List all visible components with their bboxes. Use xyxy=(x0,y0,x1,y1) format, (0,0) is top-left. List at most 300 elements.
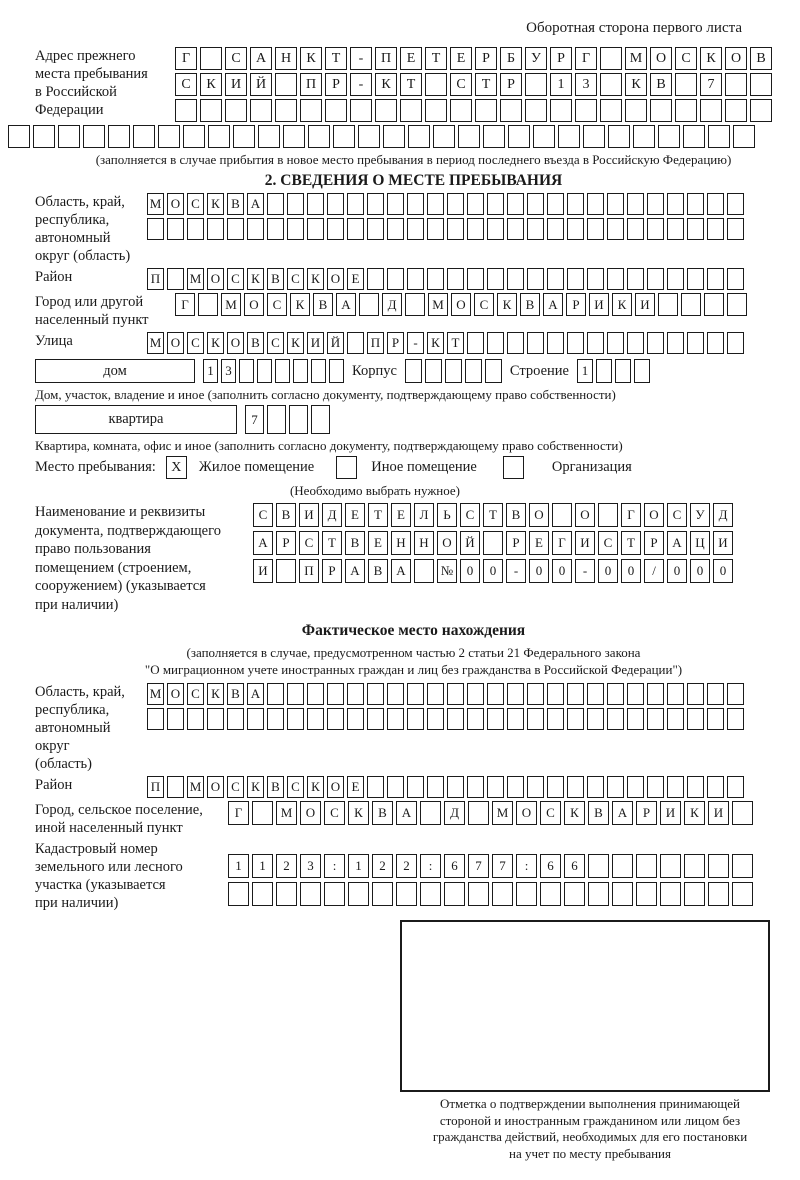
char-cell[interactable]: О xyxy=(451,293,471,316)
char-cell[interactable] xyxy=(367,268,384,290)
char-cell[interactable] xyxy=(625,99,647,122)
char-cell[interactable] xyxy=(567,268,584,290)
char-cell[interactable]: О xyxy=(644,503,664,527)
char-cell[interactable]: 0 xyxy=(713,559,733,583)
char-cell[interactable] xyxy=(750,73,772,96)
char-cell[interactable] xyxy=(83,125,105,148)
char-cell[interactable]: Д xyxy=(444,801,465,825)
char-cell[interactable] xyxy=(508,125,530,148)
char-cell[interactable]: Р xyxy=(566,293,586,316)
char-cell[interactable] xyxy=(607,708,624,730)
char-cell[interactable]: В xyxy=(372,801,393,825)
char-cell[interactable] xyxy=(727,776,744,798)
char-cell[interactable]: Д xyxy=(382,293,402,316)
char-cell[interactable] xyxy=(507,193,524,215)
fact-district-row[interactable] xyxy=(147,776,744,798)
char-cell[interactable] xyxy=(367,776,384,798)
char-cell[interactable]: О xyxy=(725,47,747,70)
char-cell[interactable]: 1 xyxy=(348,854,369,878)
char-cell[interactable]: Т xyxy=(447,332,464,354)
char-cell[interactable] xyxy=(634,359,650,383)
char-cell[interactable] xyxy=(527,683,544,705)
char-cell[interactable]: В xyxy=(650,73,672,96)
char-cell[interactable] xyxy=(465,359,482,383)
char-cell[interactable] xyxy=(427,776,444,798)
char-cell[interactable]: - xyxy=(575,559,595,583)
prev-address-row-2[interactable] xyxy=(175,73,772,96)
fact-region-row-2[interactable] xyxy=(147,708,744,730)
char-cell[interactable] xyxy=(727,193,744,215)
char-cell[interactable]: О xyxy=(650,47,672,70)
char-cell[interactable] xyxy=(252,882,273,906)
char-cell[interactable]: С xyxy=(474,293,494,316)
char-cell[interactable]: Е xyxy=(368,531,388,555)
char-cell[interactable] xyxy=(675,99,697,122)
char-cell[interactable]: 0 xyxy=(598,559,618,583)
char-cell[interactable] xyxy=(732,882,753,906)
char-cell[interactable] xyxy=(687,193,704,215)
char-cell[interactable] xyxy=(58,125,80,148)
char-cell[interactable]: М xyxy=(187,776,204,798)
char-cell[interactable] xyxy=(667,776,684,798)
char-cell[interactable]: К xyxy=(625,73,647,96)
char-cell[interactable]: Ц xyxy=(690,531,710,555)
char-cell[interactable] xyxy=(527,332,544,354)
char-cell[interactable] xyxy=(267,218,284,240)
fact-region-row-1[interactable] xyxy=(147,683,744,705)
char-cell[interactable] xyxy=(257,359,272,383)
char-cell[interactable]: 6 xyxy=(444,854,465,878)
char-cell[interactable] xyxy=(575,99,597,122)
char-cell[interactable] xyxy=(359,293,379,316)
char-cell[interactable]: К xyxy=(497,293,517,316)
char-cell[interactable]: Т xyxy=(483,503,503,527)
char-cell[interactable] xyxy=(228,882,249,906)
char-cell[interactable] xyxy=(660,882,681,906)
char-cell[interactable] xyxy=(732,854,753,878)
char-cell[interactable]: Т xyxy=(322,531,342,555)
char-cell[interactable] xyxy=(447,708,464,730)
char-cell[interactable] xyxy=(587,708,604,730)
char-cell[interactable] xyxy=(407,268,424,290)
char-cell[interactable]: 1 xyxy=(203,359,218,383)
char-cell[interactable] xyxy=(567,218,584,240)
char-cell[interactable]: Е xyxy=(450,47,472,70)
char-cell[interactable]: У xyxy=(690,503,710,527)
char-cell[interactable] xyxy=(420,882,441,906)
char-cell[interactable] xyxy=(587,332,604,354)
char-cell[interactable] xyxy=(147,218,164,240)
char-cell[interactable] xyxy=(587,683,604,705)
char-cell[interactable] xyxy=(647,193,664,215)
char-cell[interactable]: 3 xyxy=(300,854,321,878)
char-cell[interactable] xyxy=(547,683,564,705)
char-cell[interactable] xyxy=(727,708,744,730)
char-cell[interactable]: В xyxy=(520,293,540,316)
char-cell[interactable]: П xyxy=(147,776,164,798)
char-cell[interactable]: И xyxy=(660,801,681,825)
char-cell[interactable] xyxy=(347,332,364,354)
char-cell[interactable]: М xyxy=(428,293,448,316)
char-cell[interactable] xyxy=(558,125,580,148)
char-cell[interactable]: 6 xyxy=(540,854,561,878)
char-cell[interactable] xyxy=(267,683,284,705)
char-cell[interactable]: К xyxy=(207,193,224,215)
char-cell[interactable] xyxy=(433,125,455,148)
char-cell[interactable] xyxy=(405,293,425,316)
char-cell[interactable] xyxy=(547,708,564,730)
char-cell[interactable] xyxy=(687,218,704,240)
char-cell[interactable]: К xyxy=(564,801,585,825)
apartment-number-boxes[interactable] xyxy=(245,405,330,434)
char-cell[interactable]: А xyxy=(391,559,411,583)
char-cell[interactable]: 2 xyxy=(372,854,393,878)
char-cell[interactable] xyxy=(407,683,424,705)
char-cell[interactable]: В xyxy=(276,503,296,527)
char-cell[interactable] xyxy=(667,193,684,215)
char-cell[interactable] xyxy=(427,708,444,730)
char-cell[interactable]: Б xyxy=(500,47,522,70)
char-cell[interactable] xyxy=(733,125,755,148)
char-cell[interactable]: Е xyxy=(391,503,411,527)
char-cell[interactable] xyxy=(445,359,462,383)
char-cell[interactable]: А xyxy=(612,801,633,825)
char-cell[interactable] xyxy=(667,683,684,705)
char-cell[interactable] xyxy=(687,708,704,730)
char-cell[interactable]: М xyxy=(147,683,164,705)
char-cell[interactable] xyxy=(487,776,504,798)
char-cell[interactable]: О xyxy=(516,801,537,825)
char-cell[interactable] xyxy=(725,73,747,96)
char-cell[interactable]: М xyxy=(147,193,164,215)
char-cell[interactable]: Р xyxy=(276,531,296,555)
char-cell[interactable] xyxy=(487,332,504,354)
char-cell[interactable] xyxy=(147,708,164,730)
char-cell[interactable]: С xyxy=(287,268,304,290)
char-cell[interactable] xyxy=(300,99,322,122)
char-cell[interactable]: 2 xyxy=(276,854,297,878)
char-cell[interactable] xyxy=(8,125,30,148)
char-cell[interactable]: И xyxy=(575,531,595,555)
char-cell[interactable] xyxy=(627,332,644,354)
char-cell[interactable] xyxy=(467,218,484,240)
char-cell[interactable]: 7 xyxy=(492,854,513,878)
char-cell[interactable] xyxy=(133,125,155,148)
char-cell[interactable]: В xyxy=(313,293,333,316)
char-cell[interactable]: Н xyxy=(391,531,411,555)
char-cell[interactable]: К xyxy=(307,268,324,290)
char-cell[interactable] xyxy=(387,193,404,215)
char-cell[interactable]: К xyxy=(287,332,304,354)
char-cell[interactable] xyxy=(333,125,355,148)
char-cell[interactable]: П xyxy=(375,47,397,70)
char-cell[interactable] xyxy=(533,125,555,148)
char-cell[interactable]: О xyxy=(327,776,344,798)
char-cell[interactable] xyxy=(287,683,304,705)
char-cell[interactable] xyxy=(387,683,404,705)
char-cell[interactable]: С xyxy=(324,801,345,825)
char-cell[interactable]: С xyxy=(460,503,480,527)
char-cell[interactable] xyxy=(425,359,442,383)
char-cell[interactable]: Д xyxy=(713,503,733,527)
char-cell[interactable] xyxy=(447,776,464,798)
char-cell[interactable] xyxy=(527,193,544,215)
char-cell[interactable] xyxy=(275,359,290,383)
char-cell[interactable] xyxy=(167,218,184,240)
char-cell[interactable]: К xyxy=(247,776,264,798)
char-cell[interactable]: С xyxy=(227,268,244,290)
char-cell[interactable] xyxy=(687,332,704,354)
char-cell[interactable] xyxy=(567,193,584,215)
char-cell[interactable]: С xyxy=(299,531,319,555)
char-cell[interactable] xyxy=(467,776,484,798)
char-cell[interactable]: Р xyxy=(322,559,342,583)
char-cell[interactable] xyxy=(547,218,564,240)
char-cell[interactable] xyxy=(208,125,230,148)
char-cell[interactable] xyxy=(407,776,424,798)
char-cell[interactable]: И xyxy=(589,293,609,316)
char-cell[interactable]: В xyxy=(267,268,284,290)
char-cell[interactable]: 0 xyxy=(690,559,710,583)
char-cell[interactable]: - xyxy=(350,73,372,96)
char-cell[interactable]: Е xyxy=(529,531,549,555)
char-cell[interactable]: С xyxy=(267,332,284,354)
char-cell[interactable]: Р xyxy=(550,47,572,70)
char-cell[interactable] xyxy=(596,359,612,383)
char-cell[interactable] xyxy=(287,708,304,730)
char-cell[interactable]: В xyxy=(345,531,365,555)
char-cell[interactable] xyxy=(485,359,502,383)
char-cell[interactable] xyxy=(600,99,622,122)
char-cell[interactable] xyxy=(347,683,364,705)
char-cell[interactable] xyxy=(708,854,729,878)
char-cell[interactable] xyxy=(708,125,730,148)
char-cell[interactable] xyxy=(633,125,655,148)
char-cell[interactable]: К xyxy=(375,73,397,96)
char-cell[interactable]: О xyxy=(207,268,224,290)
char-cell[interactable] xyxy=(447,193,464,215)
char-cell[interactable]: Г xyxy=(175,47,197,70)
char-cell[interactable]: Н xyxy=(414,531,434,555)
char-cell[interactable]: Т xyxy=(400,73,422,96)
char-cell[interactable]: П xyxy=(300,73,322,96)
char-cell[interactable]: О xyxy=(437,531,457,555)
char-cell[interactable] xyxy=(732,801,753,825)
char-cell[interactable] xyxy=(707,332,724,354)
char-cell[interactable] xyxy=(647,332,664,354)
char-cell[interactable] xyxy=(658,293,678,316)
char-cell[interactable]: Г xyxy=(552,531,572,555)
char-cell[interactable] xyxy=(487,193,504,215)
char-cell[interactable]: С xyxy=(225,47,247,70)
char-cell[interactable] xyxy=(587,268,604,290)
char-cell[interactable] xyxy=(658,125,680,148)
char-cell[interactable]: С xyxy=(540,801,561,825)
char-cell[interactable]: Т xyxy=(325,47,347,70)
char-cell[interactable] xyxy=(607,193,624,215)
char-cell[interactable] xyxy=(627,218,644,240)
char-cell[interactable]: / xyxy=(644,559,664,583)
char-cell[interactable] xyxy=(207,708,224,730)
char-cell[interactable]: П xyxy=(367,332,384,354)
char-cell[interactable]: Л xyxy=(414,503,434,527)
char-cell[interactable]: А xyxy=(345,559,365,583)
char-cell[interactable]: В xyxy=(588,801,609,825)
char-cell[interactable] xyxy=(687,268,704,290)
char-cell[interactable] xyxy=(700,99,722,122)
korpus-boxes[interactable] xyxy=(405,359,502,383)
char-cell[interactable]: Й xyxy=(460,531,480,555)
char-cell[interactable]: К xyxy=(290,293,310,316)
char-cell[interactable] xyxy=(527,218,544,240)
char-cell[interactable]: В xyxy=(227,193,244,215)
char-cell[interactable]: Й xyxy=(250,73,272,96)
char-cell[interactable] xyxy=(647,268,664,290)
char-cell[interactable] xyxy=(588,882,609,906)
char-cell[interactable] xyxy=(600,73,622,96)
char-cell[interactable] xyxy=(567,776,584,798)
char-cell[interactable] xyxy=(307,218,324,240)
char-cell[interactable] xyxy=(507,776,524,798)
char-cell[interactable]: М xyxy=(147,332,164,354)
char-cell[interactable] xyxy=(167,776,184,798)
char-cell[interactable]: С xyxy=(675,47,697,70)
char-cell[interactable] xyxy=(267,708,284,730)
char-cell[interactable] xyxy=(275,73,297,96)
char-cell[interactable] xyxy=(507,218,524,240)
char-cell[interactable] xyxy=(527,776,544,798)
char-cell[interactable] xyxy=(400,99,422,122)
char-cell[interactable] xyxy=(707,268,724,290)
char-cell[interactable]: Д xyxy=(322,503,342,527)
char-cell[interactable] xyxy=(367,708,384,730)
char-cell[interactable]: 6 xyxy=(564,854,585,878)
document-row-3[interactable] xyxy=(253,559,733,583)
char-cell[interactable]: М xyxy=(276,801,297,825)
char-cell[interactable] xyxy=(387,268,404,290)
char-cell[interactable]: - xyxy=(407,332,424,354)
char-cell[interactable]: В xyxy=(368,559,388,583)
char-cell[interactable] xyxy=(289,405,308,434)
char-cell[interactable] xyxy=(612,882,633,906)
char-cell[interactable] xyxy=(250,99,272,122)
char-cell[interactable] xyxy=(500,99,522,122)
char-cell[interactable] xyxy=(564,882,585,906)
char-cell[interactable]: К xyxy=(612,293,632,316)
char-cell[interactable]: И xyxy=(713,531,733,555)
city-row[interactable] xyxy=(175,293,747,316)
char-cell[interactable] xyxy=(167,268,184,290)
char-cell[interactable]: С xyxy=(598,531,618,555)
char-cell[interactable] xyxy=(308,125,330,148)
char-cell[interactable]: А xyxy=(667,531,687,555)
char-cell[interactable] xyxy=(447,218,464,240)
char-cell[interactable] xyxy=(667,268,684,290)
char-cell[interactable]: Е xyxy=(347,776,364,798)
char-cell[interactable] xyxy=(507,708,524,730)
char-cell[interactable] xyxy=(387,218,404,240)
char-cell[interactable]: К xyxy=(307,776,324,798)
char-cell[interactable]: В xyxy=(750,47,772,70)
char-cell[interactable] xyxy=(492,882,513,906)
char-cell[interactable]: А xyxy=(336,293,356,316)
cadastre-row-2[interactable] xyxy=(228,882,753,906)
prev-address-row-3[interactable] xyxy=(175,99,772,122)
char-cell[interactable]: С xyxy=(450,73,472,96)
char-cell[interactable] xyxy=(540,882,561,906)
char-cell[interactable]: 7 xyxy=(700,73,722,96)
char-cell[interactable]: К xyxy=(427,332,444,354)
char-cell[interactable] xyxy=(252,801,273,825)
char-cell[interactable] xyxy=(425,99,447,122)
char-cell[interactable]: Р xyxy=(475,47,497,70)
char-cell[interactable]: Г xyxy=(228,801,249,825)
char-cell[interactable] xyxy=(627,268,644,290)
char-cell[interactable] xyxy=(707,218,724,240)
char-cell[interactable] xyxy=(372,882,393,906)
char-cell[interactable]: 0 xyxy=(460,559,480,583)
char-cell[interactable] xyxy=(383,125,405,148)
char-cell[interactable]: Ь xyxy=(437,503,457,527)
char-cell[interactable] xyxy=(347,708,364,730)
char-cell[interactable]: К xyxy=(684,801,705,825)
char-cell[interactable] xyxy=(258,125,280,148)
char-cell[interactable]: К xyxy=(207,683,224,705)
char-cell[interactable] xyxy=(600,47,622,70)
char-cell[interactable]: С xyxy=(253,503,273,527)
char-cell[interactable] xyxy=(276,559,296,583)
char-cell[interactable] xyxy=(727,683,744,705)
char-cell[interactable] xyxy=(200,47,222,70)
region-row-1[interactable] xyxy=(147,193,744,215)
char-cell[interactable] xyxy=(427,218,444,240)
char-cell[interactable] xyxy=(547,776,564,798)
district-row[interactable] xyxy=(147,268,744,290)
char-cell[interactable] xyxy=(708,882,729,906)
char-cell[interactable]: А xyxy=(396,801,417,825)
char-cell[interactable]: В xyxy=(506,503,526,527)
char-cell[interactable]: С xyxy=(187,332,204,354)
char-cell[interactable] xyxy=(527,268,544,290)
char-cell[interactable]: 1 xyxy=(252,854,273,878)
char-cell[interactable] xyxy=(327,218,344,240)
char-cell[interactable]: А xyxy=(543,293,563,316)
char-cell[interactable] xyxy=(608,125,630,148)
char-cell[interactable] xyxy=(200,99,222,122)
fact-city-row[interactable] xyxy=(228,801,753,825)
char-cell[interactable]: 7 xyxy=(245,405,264,434)
char-cell[interactable] xyxy=(483,125,505,148)
char-cell[interactable] xyxy=(307,708,324,730)
char-cell[interactable] xyxy=(325,99,347,122)
char-cell[interactable] xyxy=(750,99,772,122)
char-cell[interactable] xyxy=(725,99,747,122)
char-cell[interactable] xyxy=(707,683,724,705)
char-cell[interactable]: В xyxy=(267,776,284,798)
char-cell[interactable] xyxy=(276,882,297,906)
char-cell[interactable] xyxy=(233,125,255,148)
char-cell[interactable] xyxy=(627,708,644,730)
char-cell[interactable]: И xyxy=(225,73,247,96)
char-cell[interactable] xyxy=(347,218,364,240)
char-cell[interactable] xyxy=(647,776,664,798)
char-cell[interactable] xyxy=(287,193,304,215)
char-cell[interactable] xyxy=(468,882,489,906)
char-cell[interactable] xyxy=(507,268,524,290)
char-cell[interactable]: Т xyxy=(368,503,388,527)
prev-address-row-4[interactable] xyxy=(8,125,792,148)
char-cell[interactable]: 2 xyxy=(396,854,417,878)
